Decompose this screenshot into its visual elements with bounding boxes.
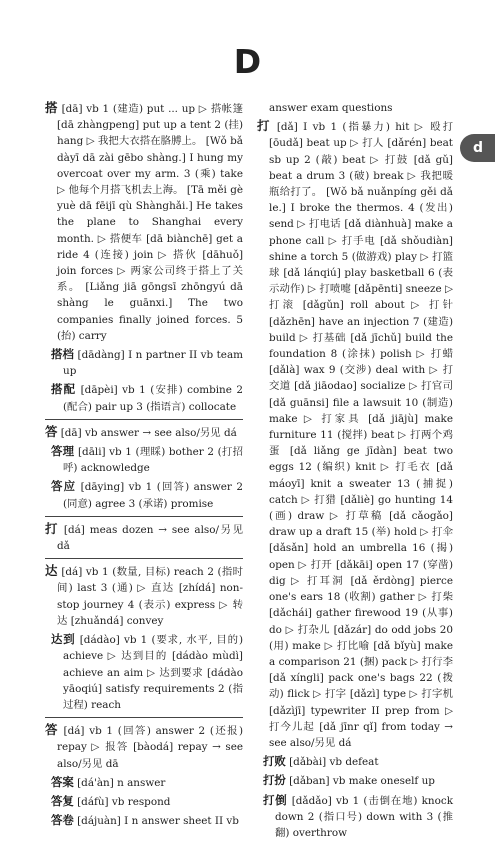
entry-definition: [dá'àn] n answer [77,776,166,789]
headword: 搭档 [51,347,75,362]
entry-definition: [dádào] vb 1 (要求, 水平, 目的) achieve ▷ 达到目的 [dádào mùdì] achieve an aim ▷ 达到要求 [dádào yāoqiú] satisfy requirements 2 (指过程) reach [63,634,243,711]
entry-definition: [dā] vb 1 (建造) put ... up ▷ 搭帐篷 [dā zhàngpeng] put up a tent 2 (挂) hang ▷ 我把大衣搭在胳膊上。 [Wǒ bǎ dàyī dā zài gēbo shàng.] I hung my overcoat over my arm. 3 (乘) take ▷ 他每个月搭飞机去上海。 [Tā měi gè yuè dā fēijī qù Shànghǎi.] He takes the plane to Shanghai every month. ▷ 搭便车 [dā biànchē] get a ride 4 (连接) join ▷ 搭伙 [dāhuǒ] join forces ▷ 两家公司终于搭上了关系。 [Liǎng jiā gōngsī zhōngyú dā shàng le guānxi.] The two companies finally joined forces. 5 (抬) carry [57,103,243,342]
dictionary-entry [257,100,453,116]
entry-definition: answer exam questions [269,102,393,114]
headword: 打 [257,118,272,134]
entry-definition: [dāying] vb 1 (回答) answer 2 (同意) agree 3 (承诺) promise [63,481,243,510]
headword: 搭配 [51,382,77,397]
entry-separator [45,419,243,420]
dictionary-entry [257,118,453,751]
entry-definition: [dǎ] I vb 1 (指暴力) hit ▷ 殴打 [ōudǎ] beat up ▷ 打人 [dǎrén] beat sb up 2 (敲) beat ▷ 打鼓 [dǎ gǔ] beat a drum 3 (破) break ▷ 我把暖瓶给打了。 [Wǒ bǎ nuǎnpíng gěi dǎ le.] I broke the thermos. 4 (发出) send ▷ 打电话 [dǎ diànhuà] make a phone call ▷ 打手电 [dǎ shǒudiàn] shine a torch 5 (做游戏) play ▷ 打篮球 [dǎ lánqiú] play basketball 6 (表示动作) ▷ 打喷嚏 [dǎpēnti] sneeze ▷ 打滚 [dǎgǔn] roll about ▷ 打针 [dǎzhēn] have an injection 7 (建造) build ▷ 打基础 [dǎ jīchǔ] build the foundation 8 (涂抹) polish ▷ 打蜡 [dǎlà] wax 9 (交涉) deal with ▷ 打交道 [dǎ jiāodao] socialize ▷ 打官司 [dǎ guānsi] file a lawsuit 10 (制造) make ▷ 打家具 [dǎ jiājù] make furniture 11 (搅拌) beat ▷ 打两个鸡蛋 [dǎ liǎng ge jīdàn] beat two eggs 12 (编织) knit ▷ 打毛衣 [dǎ máoyī] knit a sweater 13 (捕捉) catch ▷ 打猎 [dǎliè] go hunting 14 (画) draw ▷ 打草稿 [dǎ cǎogǎo] draw up a draft 15 (举) hold ▷ 打伞 [dǎsǎn] hold an umbrella 16 (揭) open ▷ 打开 [dǎkāi] open 17 (穿凿) dig ▷ 打耳洞 [dǎ ěrdòng] pierce one's ears 18 (收割) gather ▷ 打柴 [dǎchái] gather firewood 19 (从事) do ▷ 打杂儿 [dǎzár] do odd jobs 20 (用) make ▷ 打比喻 [dǎ bǐyù] make a comparison 21 (捆) pack ▷ 打行李 [dǎ xíngli] pack one's bags 22 (拨动) flick ▷ 打字 [dǎzì] type ▷ 打字机 [dǎzìjī] typewriter II prep from ▷ 打今儿起 [dǎ jīnr qǐ] from today → see also/另见 dá [269,121,454,749]
headword: 答复 [51,793,74,808]
headword: 达到 [51,632,76,647]
entry-definition: [dǎdǎo] vb 1 (击倒在地) knock down 2 (指口号) down with 3 (推翻) overthrow [275,794,453,839]
headword: 答 [45,722,59,738]
dictionary-entry [45,424,243,441]
sub-entry [45,381,243,414]
sub-entry [45,793,243,810]
thumb-index-tab: d [460,134,495,162]
headword: 打 [45,520,59,536]
entry-definition: [dǎbài] vb defeat [289,756,379,769]
headword: 答卷 [51,813,74,828]
headword: 达 [45,563,58,579]
headword: 答 [45,423,58,439]
sub-entry [45,443,243,476]
headword: 打倒 [263,792,288,807]
sub-entry [45,812,243,829]
sub-entry [45,774,243,791]
headword: 打扮 [263,773,286,788]
entry-definition: [dǎban] vb make oneself up [289,775,435,788]
right-column [257,100,453,843]
entry-separator [45,717,243,718]
dictionary-entry [45,100,243,344]
sub-entry [45,478,243,511]
dictionary-entry [45,722,243,772]
sub-entry [45,346,243,379]
entry-definition: [dájuàn] I n answer sheet II vb [77,815,239,828]
headword: 打败 [263,754,286,769]
entry-separator [45,558,243,559]
entry-definition: [dá] vb 1 (数量, 目标) reach 2 (指时间) last 3 (通) ▷ 直达 [zhídá] non-stop journey 4 (表示) express ▷ 转达 [zhuǎndá] convey [57,566,243,627]
entry-definition: [dá] meas dozen → see also/另见 dǎ [57,523,243,553]
entry-definition: [dā] vb answer → see also/另见 dá [60,426,237,439]
sub-entry [257,772,453,789]
dictionary-entry [45,563,243,629]
sub-entry [45,631,243,713]
sub-entry [257,753,453,770]
left-column [45,100,243,831]
entry-definition: [dá] vb 1 (回答) answer 2 (还报) repay ▷ 报答 [bàodá] repay → see also/另见 dā [57,725,243,770]
headword: 答应 [51,479,77,494]
entry-definition: [dādàng] I n partner II vb team up [63,349,243,378]
headword: 答理 [51,444,75,459]
headword: 答案 [51,774,74,789]
dictionary-entry [45,521,243,554]
entry-separator [45,516,243,517]
entry-definition: [dāli] vb 1 (理睬) bother 2 (打招呼) acknowledge [63,446,243,475]
entry-definition: [dāpèi] vb 1 (安排) combine 2 (配合) pair up 3 (指语言) collocate [63,384,243,413]
sub-entry [257,792,453,842]
entry-definition: [dáfù] vb respond [77,795,171,808]
page-letter-heading: D [233,42,262,81]
headword: 搭 [45,100,58,115]
